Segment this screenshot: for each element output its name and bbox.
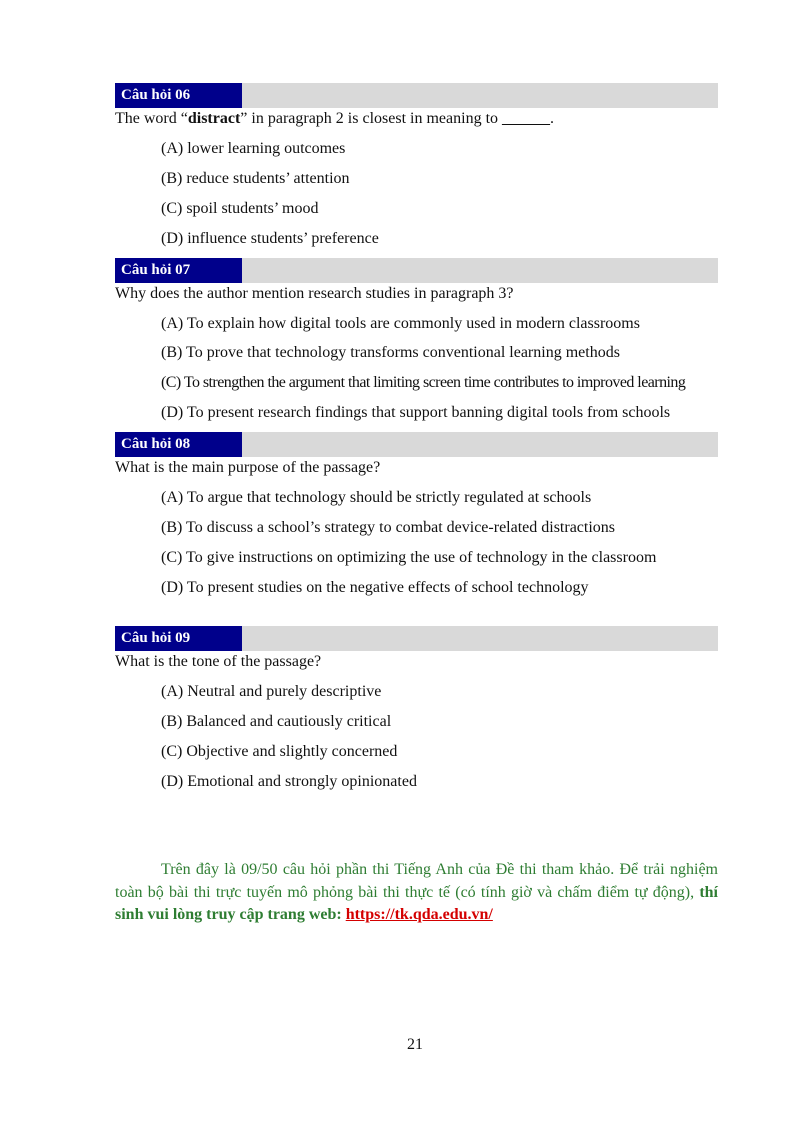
question-stem: What is the tone of the passage? — [115, 653, 322, 670]
question-header-07 — [115, 258, 718, 283]
question-stem: What is the main purpose of the passage? — [115, 459, 381, 476]
question-label: Câu hỏi 06 — [115, 83, 242, 108]
option-a: (A) To argue that technology should be strictly regulated at schools — [161, 489, 592, 506]
option-c: (C) To give instructions on optimizing the use of technology in the classroom — [161, 549, 657, 566]
option-a: (A) Neutral and purely descriptive — [161, 683, 382, 700]
question-header-08 — [115, 432, 718, 457]
online-test-notice — [115, 859, 718, 927]
option-d: (D) influence students’ preference — [161, 230, 379, 247]
question-label: Câu hỏi 09 — [115, 626, 242, 651]
key-word: distract — [187, 110, 241, 127]
option-a: (A) lower learning outcomes — [161, 140, 346, 157]
question-stem: Why does the author mention research studies in paragraph 3? — [115, 285, 514, 302]
question-header-09 — [115, 626, 718, 651]
page-number: 21 — [407, 1036, 423, 1053]
option-b: (B) Balanced and cautiously critical — [161, 713, 392, 730]
answer-blank: ______ — [502, 110, 551, 127]
option-b: (B) To prove that technology transforms conventional learning methods — [161, 344, 620, 361]
option-c: (C) spoil students’ mood — [161, 200, 319, 217]
question-label: Câu hỏi 08 — [115, 432, 242, 457]
question-label: Câu hỏi 07 — [115, 258, 242, 283]
option-b: (B) reduce students’ attention — [161, 170, 350, 187]
option-c: (C) To strengthen the argument that limiting screen time contributes to improved learning — [161, 374, 686, 391]
question-header-06 — [115, 83, 718, 108]
option-a: (A) To explain how digital tools are commonly used in modern classrooms — [161, 315, 640, 332]
stem-text: . — [550, 110, 555, 127]
question-stem — [115, 109, 735, 129]
option-b: (B) To discuss a school’s strategy to combat device-related distractions — [161, 519, 616, 536]
option-d: (D) To present research findings that support banning digital tools from schools — [161, 404, 671, 421]
test-website-link[interactable]: https://tk.qda.edu.vn/ — [345, 906, 493, 923]
option-d: (D) To present studies on the negative effects of school technology — [161, 579, 589, 596]
option-d: (D) Emotional and strongly opinionated — [161, 773, 417, 790]
stem-text: The word “ — [115, 110, 188, 127]
notice-emphasis: thí sinh vui lòng truy cập trang web: — [115, 883, 718, 923]
notice-text: Trên đây là 09/50 câu hỏi phần thi Tiếng Anh của Đề thi tham khảo. Để trải nghiệm toàn bộ bài thi trực tuyến mô phỏng bài thi thực tế (có tính giờ và chấm điểm tự động), — [115, 861, 718, 901]
option-c: (C) Objective and slightly concerned — [161, 743, 398, 760]
stem-text: ” in paragraph 2 is closest in meaning to — [240, 110, 503, 127]
